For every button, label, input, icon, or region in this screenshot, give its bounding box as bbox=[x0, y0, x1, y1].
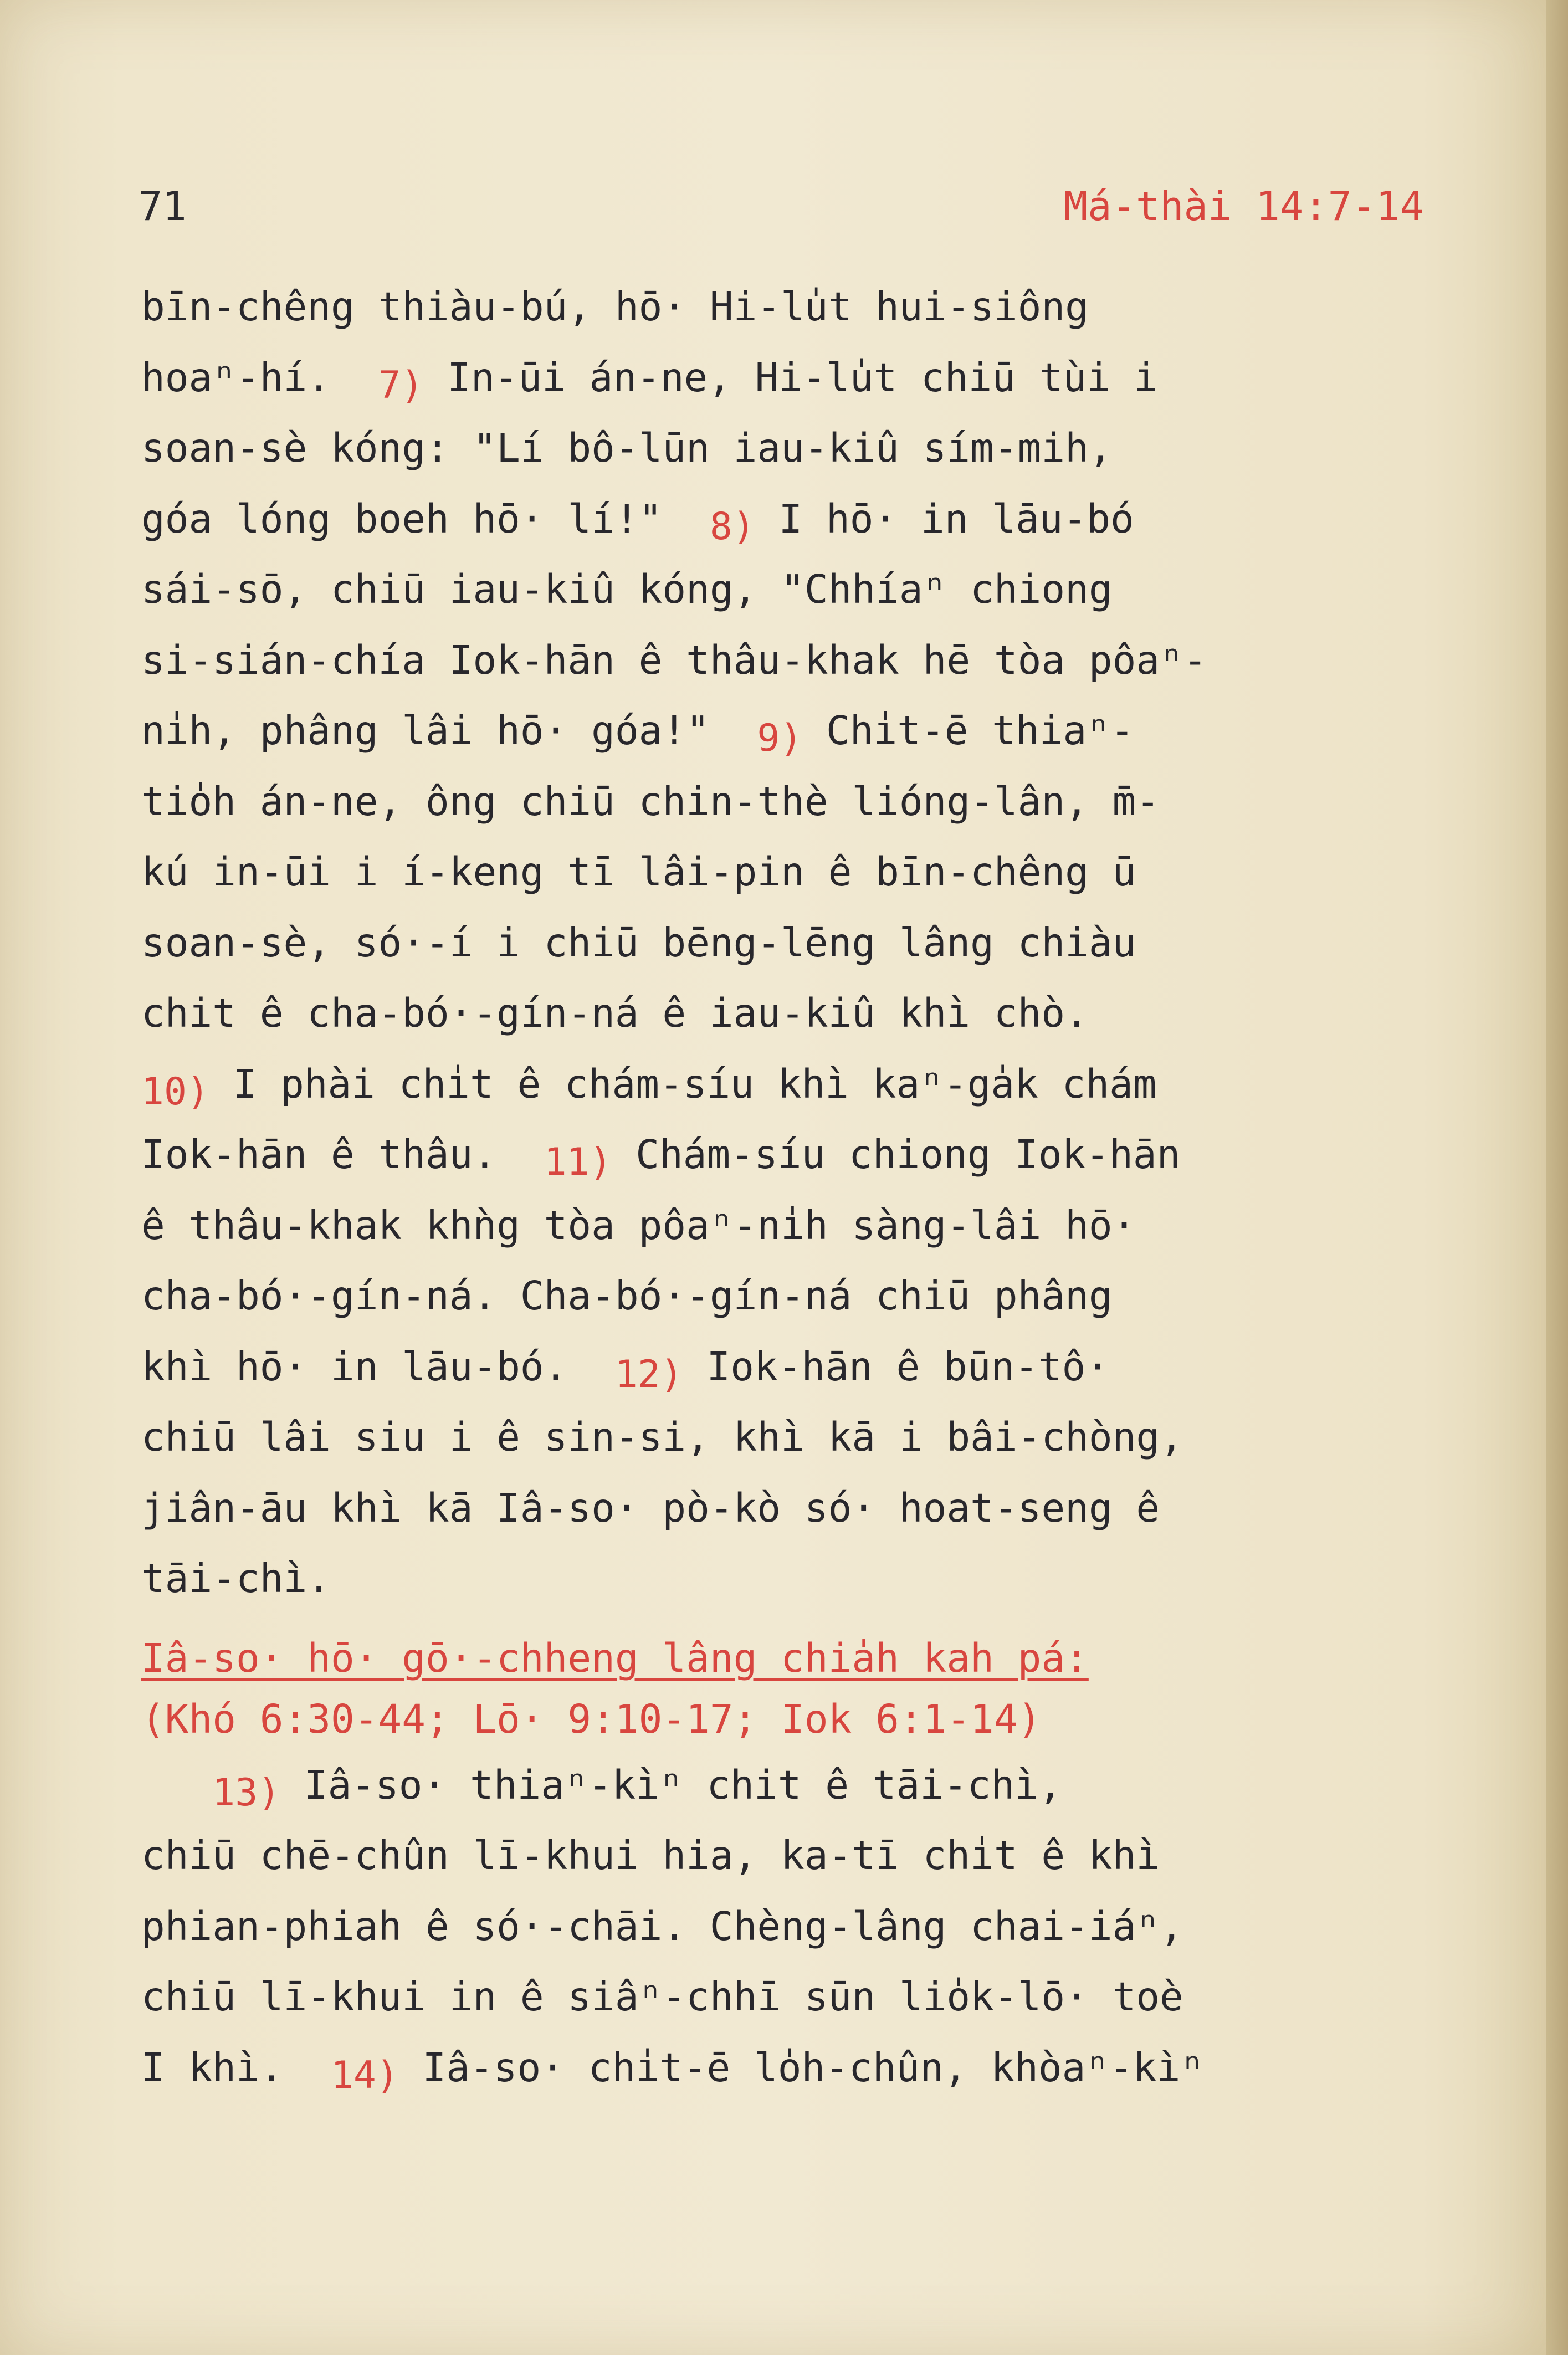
text-line bbox=[141, 1332, 1416, 1402]
line-text: tāi-chì. bbox=[141, 1555, 331, 1601]
line-text bbox=[141, 1762, 212, 1808]
text-line bbox=[141, 1891, 1416, 1962]
verse-number: 8) bbox=[709, 504, 755, 549]
line-text: tio̍h án-ne, ông chiū chin-thè lióng-lân, m̄- bbox=[141, 778, 1160, 825]
verse-number: 11) bbox=[544, 1140, 612, 1184]
line-text: cha-bó·-gín-ná. Cha-bó·-gín-ná chiū phâng bbox=[141, 1273, 1113, 1319]
line-text: chiū lâi siu i ê sin-si, khì kā i bâi-chòng, bbox=[141, 1414, 1183, 1460]
page-header bbox=[139, 183, 1424, 244]
text-line bbox=[141, 554, 1416, 625]
running-head: Má-thài 14:7-14 bbox=[1063, 183, 1424, 229]
line-text: kú in-ūi i í-keng tī lâi-pin ê bīn-chêng ū bbox=[141, 849, 1136, 895]
text-line bbox=[141, 2033, 1416, 2103]
text-line bbox=[141, 342, 1416, 413]
section-references bbox=[141, 1689, 1416, 1750]
verse-number: 13) bbox=[212, 1770, 281, 1815]
text-line bbox=[141, 766, 1416, 837]
text-line bbox=[141, 1820, 1416, 1891]
text-line bbox=[141, 978, 1416, 1049]
text-line bbox=[141, 625, 1416, 696]
verse-number: 10) bbox=[141, 1069, 209, 1114]
line-text: Iok-hān ê thâu. bbox=[141, 1132, 544, 1178]
line-text: jiân-āu khì kā Iâ-so· pò-kò só· hoat-seng ê bbox=[141, 1484, 1160, 1531]
line-text: ni̍h, phâng lâi hō· góa!" bbox=[141, 708, 757, 754]
line-text: sái-sō, chiū iau-kiû kóng, "Chhíaⁿ chiong bbox=[141, 566, 1113, 612]
line-text: chiū chē-chûn lī-khui hia, ka-tī chi̍t ê khì bbox=[141, 1832, 1160, 1878]
text-line bbox=[141, 1049, 1416, 1120]
line-text: chiū lī-khui in ê siâⁿ-chhī sūn lio̍k-lō· toè bbox=[141, 1974, 1183, 2020]
text-line bbox=[141, 695, 1416, 766]
line-text: ê thâu-khak khǹg tòa pôaⁿ-ni̍h sàng-lâi hō· bbox=[141, 1202, 1136, 1248]
line-text: phian-phiah ê só·-chāi. Chèng-lâng chai-iáⁿ, bbox=[141, 1903, 1183, 1949]
line-text: I phài chi̍t ê chám-síu khì kaⁿ-ga̍k chám bbox=[209, 1061, 1157, 1107]
section-title-text: Iâ-so· hō· gō·-chheng lâng chia̍h kah pá: bbox=[141, 1635, 1089, 1681]
section-references-text: (Khó 6:30-44; Lō· 9:10-17; Iok 6:1-14) bbox=[141, 1696, 1042, 1742]
verse-number: 14) bbox=[330, 2053, 399, 2097]
line-text: góa lóng boeh hō· lí!" bbox=[141, 495, 710, 542]
line-text: Chi̍t-ē thiaⁿ- bbox=[802, 708, 1134, 754]
page-edge bbox=[1546, 0, 1568, 2355]
text-line bbox=[141, 484, 1416, 555]
verse-number: 9) bbox=[757, 716, 803, 760]
line-text: In-ūi án-ne, Hi-lu̍t chiū tùi i bbox=[423, 354, 1158, 401]
page-number: 71 bbox=[139, 183, 187, 229]
line-text: soan-sè kóng: "Lí bô-lūn iau-kiû sím-mih, bbox=[141, 425, 1113, 471]
line-text: Iâ-so· chi̍t-ē lo̍h-chûn, khòaⁿ-kìⁿ bbox=[398, 2044, 1205, 2091]
line-text: Chám-síu chiong Iok-hān bbox=[612, 1132, 1181, 1178]
text-line bbox=[141, 1473, 1416, 1544]
line-text: I khì. bbox=[141, 2044, 331, 2091]
line-text: I hō· in lāu-bó bbox=[755, 495, 1134, 542]
line-text: khì hō· in lāu-bó. bbox=[141, 1343, 615, 1390]
line-text: Iok-hān ê būn-tô· bbox=[683, 1343, 1110, 1390]
text-line bbox=[141, 1190, 1416, 1261]
verse-number: 12) bbox=[614, 1352, 683, 1396]
text-line bbox=[141, 837, 1416, 908]
verse-number: 7) bbox=[378, 363, 424, 407]
line-text: hoaⁿ-hí. bbox=[141, 354, 378, 401]
text-line bbox=[141, 1402, 1416, 1473]
text-line bbox=[141, 413, 1416, 484]
text-line bbox=[141, 1543, 1416, 1614]
text-line bbox=[141, 1750, 1416, 1821]
paragraph-verses-7-12 bbox=[141, 272, 1416, 1614]
line-text: bīn-chêng thiàu-bú, hō· Hi-lu̍t hui-siông bbox=[141, 284, 1089, 330]
text-line bbox=[141, 1119, 1416, 1190]
section-title bbox=[141, 1628, 1416, 1689]
text-line bbox=[141, 1962, 1416, 2033]
text-line bbox=[141, 908, 1416, 979]
line-text: Iâ-so· thiaⁿ-kìⁿ chit ê tāi-chì, bbox=[280, 1762, 1062, 1808]
line-text: si-sián-chía Iok-hān ê thâu-khak hē tòa pôaⁿ- bbox=[141, 637, 1207, 683]
text-line bbox=[141, 272, 1416, 342]
body-text bbox=[141, 272, 1416, 2103]
line-text: chit ê cha-bó·-gín-ná ê iau-kiû khì chò. bbox=[141, 990, 1089, 1036]
paragraph-verses-13-14 bbox=[141, 1750, 1416, 2103]
text-line bbox=[141, 1261, 1416, 1332]
line-text: soan-sè, só·-í i chiū bēng-lēng lâng chiàu bbox=[141, 919, 1136, 966]
